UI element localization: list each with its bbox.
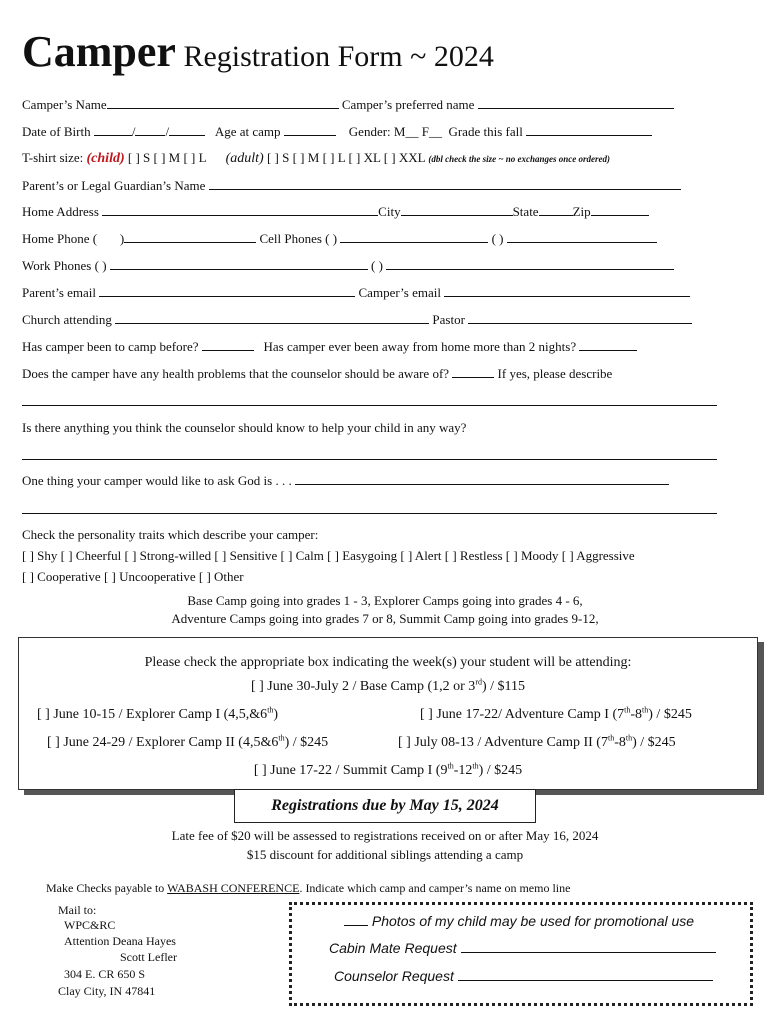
traits-heading: Check the personality traits which describe your camper: — [22, 527, 319, 542]
week-adventure-2-sup1: th — [607, 733, 615, 743]
address-label: Home Address — [22, 204, 99, 219]
late-fee-note: Late fee of $20 will be assessed to registrations received on or after May 16, 2024 — [171, 828, 599, 843]
mail-org: WPC&RC — [64, 918, 116, 932]
adult-sizes[interactable]: [ ] S [ ] M [ ] L [ ] XL [ ] XXL — [263, 150, 429, 165]
work-phone-2-area: ( ) — [371, 258, 383, 273]
camper-email-field[interactable] — [444, 285, 690, 297]
week-explorer-1[interactable] — [37, 707, 278, 723]
row-health — [22, 366, 612, 382]
tshirt-label: T-shirt size: — [22, 150, 87, 165]
photos-consent-field[interactable] — [344, 914, 368, 926]
checks-payee: WABASH CONFERENCE — [167, 881, 300, 895]
work-phone-1-field[interactable] — [110, 258, 368, 270]
week-explorer-1-end: ) — [273, 707, 279, 722]
discount-note: $15 discount for additional siblings attending a camp — [246, 847, 524, 862]
been-before-field[interactable] — [202, 339, 254, 351]
city-field[interactable] — [401, 204, 513, 216]
page-title — [22, 26, 494, 77]
row-email — [22, 285, 690, 301]
mail-street: 304 E. CR 650 S — [64, 967, 146, 981]
zip-field[interactable] — [591, 204, 649, 216]
church-label: Church attending — [22, 312, 112, 327]
week-summit[interactable] — [19, 763, 757, 779]
dob-month-field[interactable] — [94, 124, 132, 136]
week-adventure-2-mid: -8 — [614, 735, 626, 750]
child-sizes[interactable]: [ ] S [ ] M [ ] L — [124, 150, 207, 165]
home-phone-close: ) — [119, 231, 125, 246]
away-field[interactable] — [579, 339, 637, 351]
week-base-camp[interactable] — [19, 679, 757, 695]
row-work-phone — [22, 258, 674, 274]
week-summit-sup1: th — [447, 761, 454, 771]
work-phone-2-field[interactable] — [386, 258, 674, 270]
camper-email-label: Camper’s email — [358, 285, 441, 300]
camp-info-line-2: Adventure Camps going into grades 7 or 8, Summit Camp going into grades 9-12, — [171, 611, 599, 626]
week-explorer-2-price: ) / $245 — [284, 735, 329, 750]
row-church — [22, 312, 692, 328]
counselor-label: Counselor Request — [334, 968, 454, 984]
row-address — [22, 204, 649, 220]
cabin-mate-label: Cabin Mate Request — [329, 940, 457, 956]
week-adventure-1-sup1: th — [624, 705, 631, 715]
week-summit-text: [ ] June 17-22 / Summit Camp I (9 — [253, 763, 448, 778]
row-dob: Date of Birth / / Age at camp Gender: M__ F__ Grade this fall — [22, 124, 652, 140]
photos-consent[interactable] — [344, 913, 694, 929]
week-explorer-1-sup: th — [267, 705, 274, 715]
dob-label: Date of Birth — [22, 124, 91, 139]
zip-label: Zip — [572, 204, 591, 219]
cell-phone-2-area: ( ) — [491, 231, 504, 246]
row-ask-god — [22, 473, 669, 489]
week-adventure-1-text: [ ] June 17-22/ Adventure Camp I (7 — [420, 707, 625, 722]
week-explorer-2[interactable] — [47, 735, 328, 751]
cell-phone-2-field[interactable] — [507, 231, 657, 243]
ask-god-field[interactable] — [295, 473, 669, 485]
preferred-name-label: Camper’s preferred name — [341, 97, 475, 112]
week-adventure-1-mid: -8 — [630, 707, 643, 722]
pastor-field[interactable] — [468, 312, 692, 324]
counselor-request — [334, 968, 713, 984]
week-explorer-2-text: [ ] June 24-29 / Explorer Camp II (4,5&6 — [47, 735, 279, 750]
week-base-sup: rd — [475, 677, 482, 687]
mail-city: Clay City, IN 47841 — [58, 984, 156, 998]
week-base-text: [ ] June 30-July 2 / Base Camp (1,2 or 3 — [250, 679, 476, 694]
cell-phone-1-field[interactable] — [340, 231, 488, 243]
parent-email-label: Parent’s email — [22, 285, 97, 300]
gender-label[interactable]: Gender: M__ F__ — [348, 124, 442, 139]
if-yes-label: If yes, please describe — [497, 366, 613, 381]
grade-label: Grade this fall — [448, 124, 523, 139]
state-label: State — [512, 204, 539, 219]
age-field[interactable] — [284, 124, 336, 136]
weeks-heading: Please check the appropriate box indicating the week(s) your student will be attending: — [144, 655, 632, 670]
row-anything — [22, 420, 466, 436]
size-note: (dbl check the size ~ no exchanges once ordered) — [428, 154, 610, 164]
grade-field[interactable] — [526, 124, 652, 136]
anything-line[interactable] — [22, 459, 717, 460]
church-field[interactable] — [115, 312, 429, 324]
mail-to-label: Mail to: — [58, 903, 97, 917]
traits-line-1[interactable]: [ ] Shy [ ] Cheerful [ ] Strong-willed [ ] Sensitive [ ] Calm [ ] Easygoing [ ] Alert [ ] Restless [ ] Moody [ ] Aggressive — [22, 548, 635, 563]
mail-name: Scott Lefler — [120, 950, 177, 964]
week-summit-price: ) / $245 — [478, 763, 523, 778]
row-home-phone — [22, 231, 657, 247]
due-date-banner: Registrations due by May 15, 2024 — [234, 789, 536, 823]
camp-info-line-1: Base Camp going into grades 1 - 3, Explorer Camps going into grades 4 - 6, — [187, 593, 583, 608]
week-adventure-1[interactable] — [420, 707, 692, 723]
checks-text: Make Checks payable to — [46, 881, 168, 895]
pastor-label: Pastor — [432, 312, 465, 327]
guardian-field[interactable] — [209, 178, 681, 190]
checks-note — [46, 880, 570, 896]
adult-size-label: (adult) — [225, 151, 264, 166]
dob-day-field[interactable] — [135, 124, 165, 136]
mail-attention: Attention Deana Hayes — [64, 934, 176, 948]
away-label: Has camper ever been away from home more than 2 nights? — [263, 339, 577, 354]
week-base-price: ) / $115 — [481, 679, 526, 694]
week-summit-mid: -12 — [453, 763, 473, 778]
child-size-label: (child) — [86, 151, 125, 166]
health-field[interactable] — [452, 366, 494, 378]
week-adventure-1-price: ) / $245 — [648, 707, 692, 722]
weeks-box — [18, 637, 758, 790]
parent-email-field[interactable] — [99, 285, 355, 297]
state-field[interactable] — [539, 204, 573, 216]
ask-god-label: One thing your camper would like to ask God is . . . — [22, 473, 292, 488]
title-rest: Registration Form ~ 2024 — [175, 40, 494, 73]
city-label: City — [378, 204, 401, 219]
row-tshirt — [22, 150, 610, 167]
counselor-field[interactable] — [458, 969, 713, 981]
age-label: Age at camp — [214, 124, 281, 139]
week-explorer-1-text: [ ] June 10-15 / Explorer Camp I (4,5,&6 — [37, 707, 268, 722]
cell-phones-label: Cell Phones ( ) — [256, 231, 338, 246]
week-explorer-2-sup: th — [278, 733, 285, 743]
checks-memo-text: . Indicate which camp and camper’s name on memo line — [299, 881, 571, 895]
address-field[interactable] — [102, 204, 378, 216]
camper-name-label: Camper’s Name — [22, 97, 107, 112]
week-adventure-2-sup2: th — [625, 733, 633, 743]
week-adventure-2-price: ) / $245 — [632, 735, 676, 750]
row-name — [22, 97, 674, 113]
health-label: Does the camper have any health problems that the counselor should be aware of? — [22, 366, 450, 381]
row-guardian — [22, 178, 681, 194]
home-phone-field[interactable] — [124, 231, 256, 243]
preferred-name-field[interactable] — [478, 97, 674, 109]
dob-year-field[interactable] — [169, 124, 205, 136]
work-phones-label: Work Phones ( ) — [22, 258, 107, 273]
cabin-mate-field[interactable] — [461, 941, 716, 953]
title-camper: Camper — [22, 27, 176, 76]
guardian-label: Parent’s or Legal Guardian’s Name — [22, 178, 206, 193]
photos-consent-text: Photos of my child may be used for promotional use — [371, 913, 695, 929]
week-summit-sup2: th — [472, 761, 479, 771]
camper-name-field[interactable] — [107, 97, 339, 109]
been-before-label: Has camper been to camp before? — [22, 339, 199, 354]
cabin-mate-request — [329, 940, 716, 956]
week-adventure-1-sup2: th — [642, 705, 649, 715]
home-phone-label: Home Phone ( — [22, 231, 98, 246]
anything-label: Is there anything you think the counselor should know to help your child in any way? — [22, 420, 467, 435]
ask-god-line-2[interactable] — [22, 513, 717, 514]
week-adventure-2-text: [ ] July 08-13 / Adventure Camp II (7 — [398, 735, 608, 750]
week-adventure-2[interactable] — [398, 735, 676, 751]
row-camp-history — [22, 339, 637, 355]
health-describe-line[interactable] — [22, 405, 717, 406]
options-box — [289, 902, 753, 1006]
traits-line-2[interactable]: [ ] Cooperative [ ] Uncooperative [ ] Other — [22, 569, 244, 584]
